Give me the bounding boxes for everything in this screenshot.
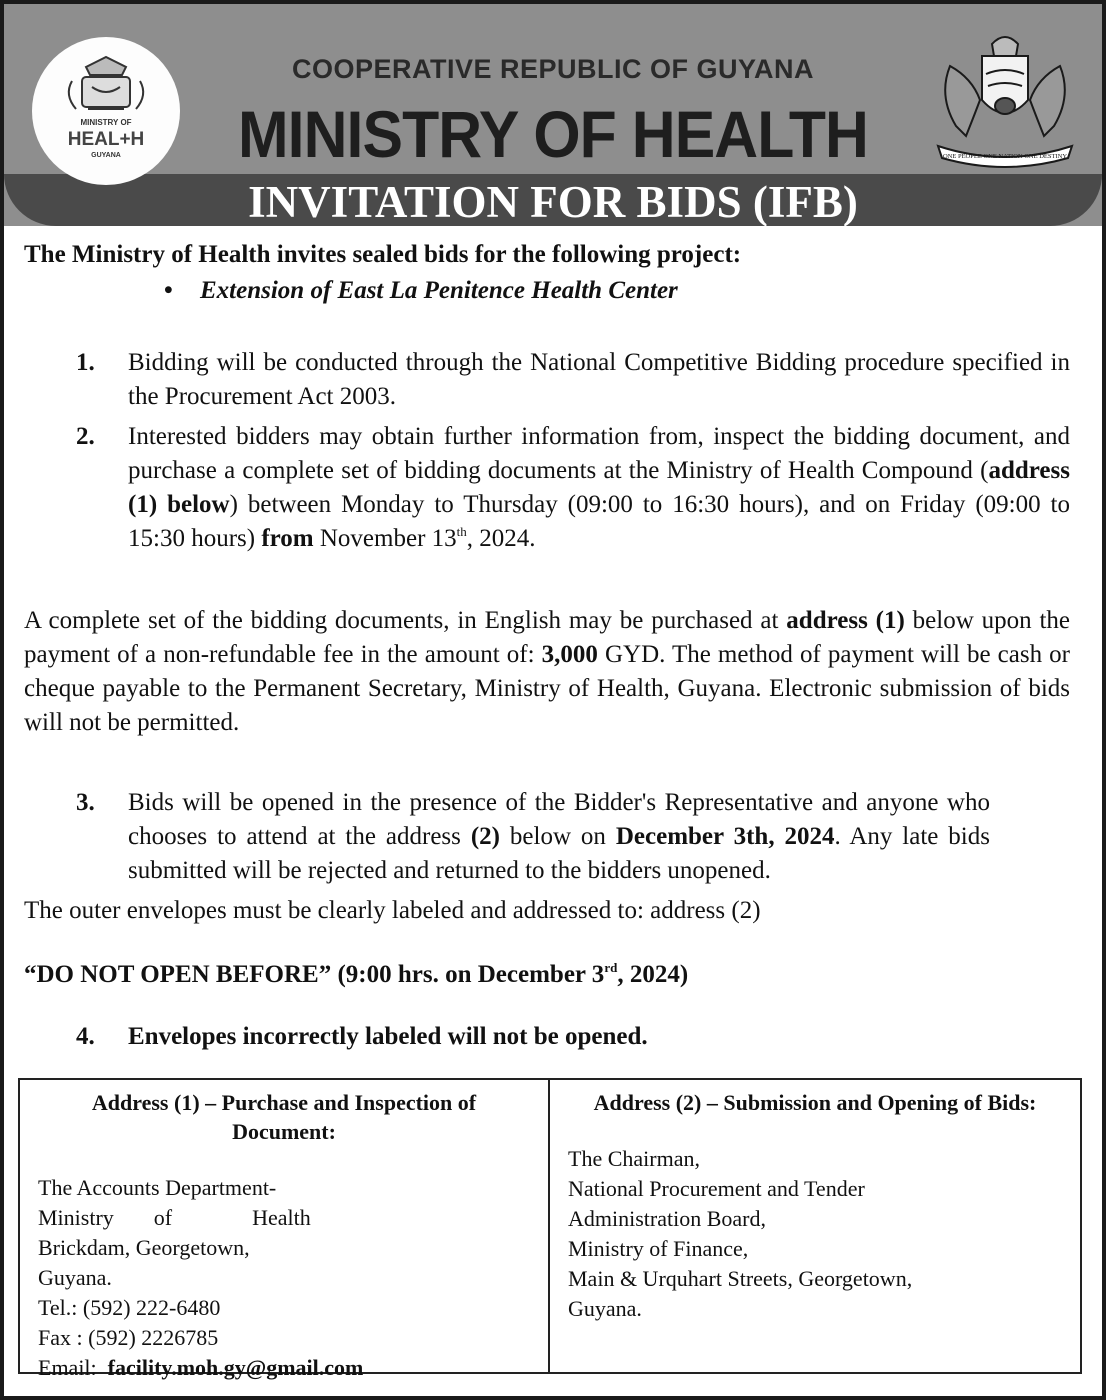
logo-top-text: MINISTRY OF [80, 118, 132, 127]
address-1-tel: Tel.: (592) 222-6480 [38, 1295, 221, 1320]
intro-line: The Ministry of Health invites sealed bids for the following project: [24, 241, 742, 268]
purchase-paragraph: A complete set of the bidding documents, in English may be purchased at address (1) below upon the payment of a non-refundable fee in the amount of: 3,000 GYD. The method of payment will be cash or cheque payable to the Permanent Secretary, Ministry of Health, Guyana. Electronic submission of bids will not be permitted. [24, 607, 1070, 736]
item-number: 1. [76, 349, 95, 376]
address-1-column [20, 1080, 550, 1380]
item-4 [24, 1020, 1070, 1054]
project-item [164, 274, 678, 308]
coat-of-arms-motto: ONE PEOPLE ONE NATION ONE DESTINY [942, 153, 1068, 160]
item-number: 4. [76, 1023, 95, 1050]
address-2-line: Main & Urquhart Streets, Georgetown, [568, 1266, 913, 1291]
address-2-column [550, 1080, 1080, 1372]
address-2-line: Administration Board, [568, 1206, 766, 1231]
item-text: Envelopes incorrectly labeled will not be opened. [128, 1023, 648, 1050]
notice-title: INVITATION FOR BIDS (IFB) [248, 177, 858, 227]
bullet-icon: • [164, 277, 173, 304]
republic-title: COOPERATIVE REPUBLIC OF GUYANA [291, 54, 815, 84]
logo-main-text: HEAL+H [67, 129, 145, 150]
address-2-line: Ministry of Finance, [568, 1236, 749, 1261]
address-1-fax: Fax : (592) 2226785 [38, 1325, 219, 1350]
email-link[interactable]: facility.moh.gy@gmail.com [107, 1355, 364, 1380]
item-text: Bidding will be conducted through the National Competitive Bidding procedure specified in the Procurement Act 2003. [128, 349, 1070, 410]
header-banner [4, 4, 1102, 226]
address-1-email: Email: facility.moh.gy@gmail.com [38, 1355, 364, 1380]
item-number: 2. [76, 423, 95, 450]
address-2-line: The Chairman, [568, 1146, 700, 1171]
logo-bottom-text: GUYANA [91, 152, 121, 159]
address-1-line: Ministry of Health [38, 1205, 311, 1230]
item-1 [24, 346, 1070, 414]
project-name: Extension of East La Penitence Health Center [200, 277, 678, 304]
address-1-line: Brickdam, Georgetown, [38, 1235, 250, 1260]
address-2-heading: Address (2) – Submission and Opening of Bids: [593, 1090, 1037, 1115]
outer-envelopes-line: The outer envelopes must be clearly labeled and addressed to: address (2) [24, 897, 761, 924]
address-1-line: The Accounts Department- [38, 1175, 277, 1200]
address-table [18, 1078, 1082, 1380]
coat-of-arms [930, 26, 1080, 170]
address-2-line: National Procurement and Tender [568, 1176, 865, 1201]
address-1-line: Guyana. [38, 1265, 112, 1290]
item-text: Bids will be opened in the presence of the Bidder's Representative and anyone who chooses to attend at the address (2) below on December 3th, 2024. Any late bids submitted will be rejected and returned to the bidders unopened. [128, 789, 990, 884]
do-not-open-line: “DO NOT OPEN BEFORE” (9:00 hrs. on December 3rd, 2024) [24, 960, 689, 988]
item-text: Interested bidders may obtain further information from, inspect the bidding document, and purchase a complete set of bidding documents at the Ministry of Health Compound (address (1) below) between Monday to Thursday (09:00 to 16:30 hours), and on Friday (09:00 to 15:30 hours) from November 13th, 2024. [128, 423, 1070, 552]
item-2 [24, 420, 1070, 556]
item-3 [24, 786, 1070, 888]
item-number: 3. [76, 789, 95, 816]
guyana-coat-of-arms-icon [930, 26, 1080, 170]
address-2-line: Guyana. [568, 1296, 642, 1321]
address-1-heading: Address (1) – Purchase and Inspection of Document: [91, 1090, 477, 1144]
ministry-title: MINISTRY OF HEALTH [238, 97, 868, 171]
